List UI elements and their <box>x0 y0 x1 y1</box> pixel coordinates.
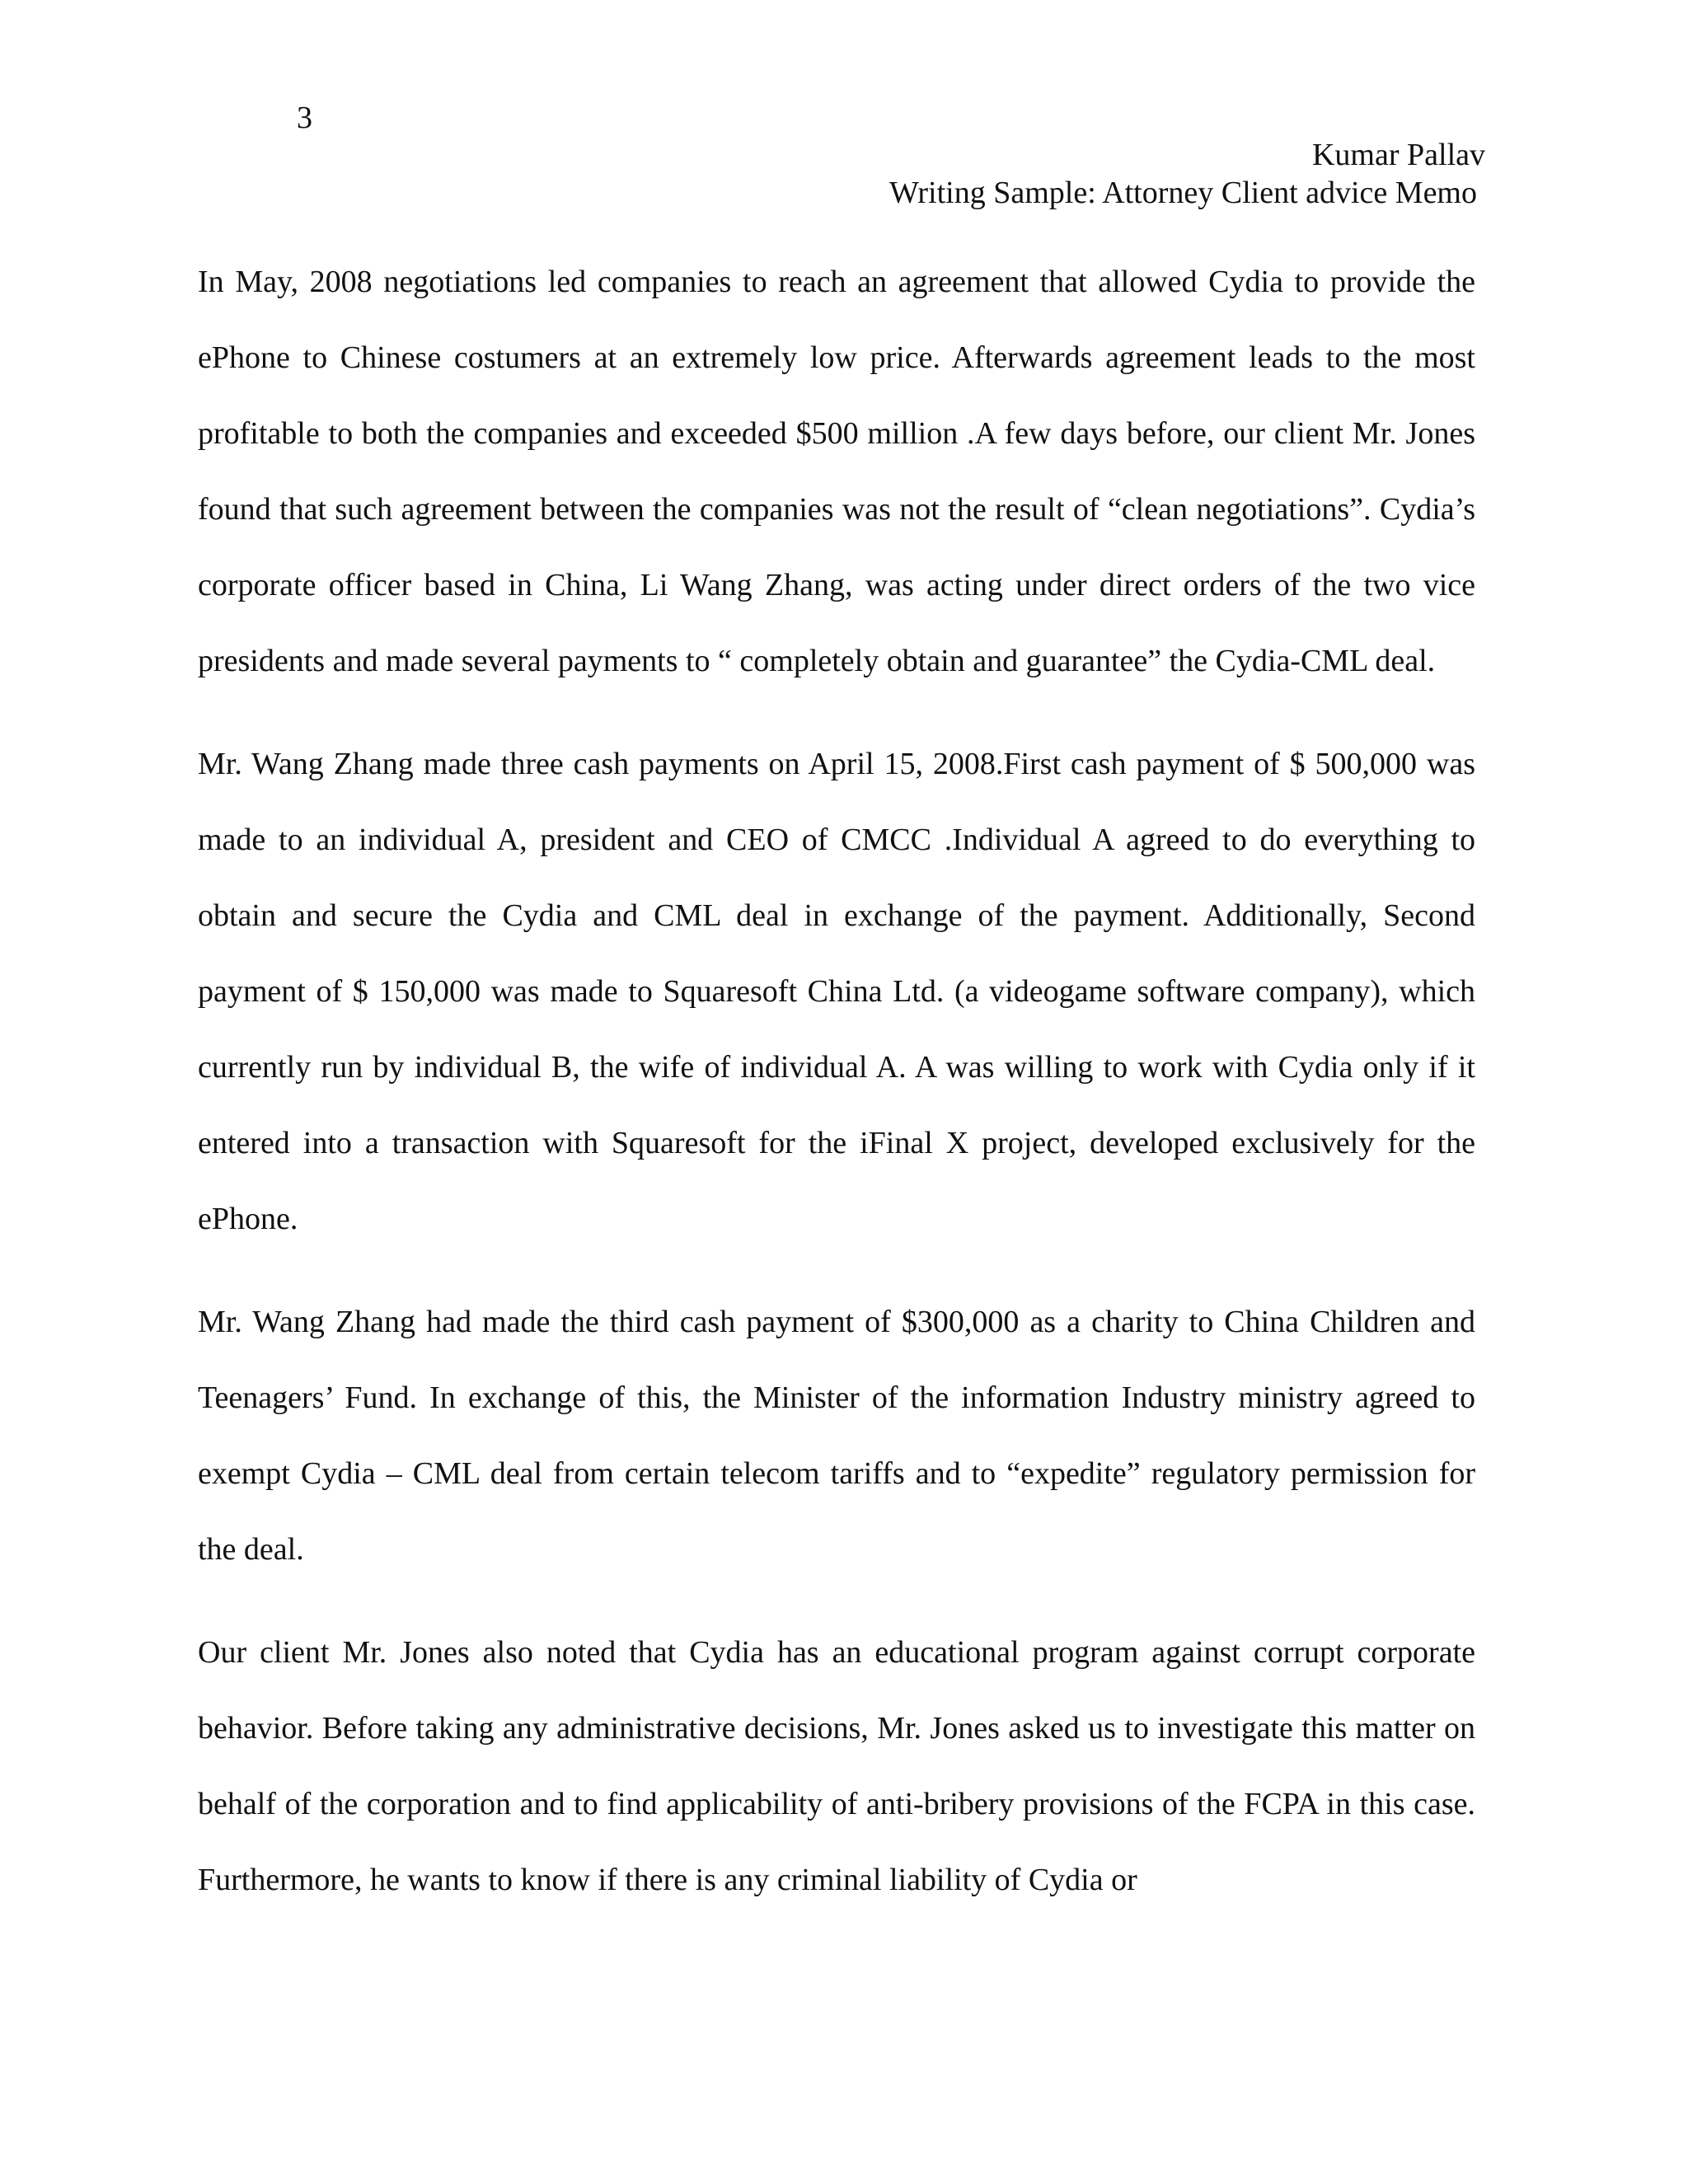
header-subtitle: Writing Sample: Attorney Client advice Memo <box>889 176 1477 210</box>
page-number: 3 <box>297 101 312 135</box>
paragraph-3: Mr. Wang Zhang had made the third cash payment of $300,000 as a charity to China Children and Teenagers’ Fund. In exchange of this, the Minister of the information Industry ministry agreed to exempt Cydia – CML deal from certain telecom tariffs and to “expedite” regulatory permission for the deal. <box>198 1305 1475 1567</box>
memo-body <box>198 244 1475 1945</box>
document-header <box>889 136 1485 212</box>
paragraph-2: Mr. Wang Zhang made three cash payments on April 15, 2008.First cash payment of $ 500,000 was made to an individual A, president and CEO of CMCC .Individual A agreed to do everything to obtain and secure the Cydia and CML deal in exchange of the payment. Additionally, Second payment of $ 150,000 was made to Squaresoft China Ltd. (a videogame software company), which currently run by individual B, the wife of individual A. A was willing to work with Cydia only if it entered into a transaction with Squaresoft for the iFinal X project, developed exclusively for the ePhone. <box>198 747 1475 1236</box>
paragraph-4: Our client Mr. Jones also noted that Cydia has an educational program against corrupt corporate behavior. Before taking any administrative decisions, Mr. Jones asked us to investigate this matter on behalf of the corporation and to find applicability of anti-bribery provisions of the FCPA in this case. Furthermore, he wants to know if there is any criminal liability of Cydia or <box>198 1635 1475 1897</box>
paragraph-1: In May, 2008 negotiations led companies to reach an agreement that allowed Cydia to provide the ePhone to Chinese costumers at an extremely low price. Afterwards agreement leads to the most profitable to both the companies and exceeded $500 million .A few days before, our client Mr. Jones found that such agreement between the companies was not the result of “clean negotiations”. Cydia’s corporate officer based in China, Li Wang Zhang, was acting under direct orders of the two vice presidents and made several payments to “ completely obtain and guarantee” the Cydia-CML deal. <box>198 265 1475 678</box>
header-author: Kumar Pallav <box>1311 138 1485 172</box>
